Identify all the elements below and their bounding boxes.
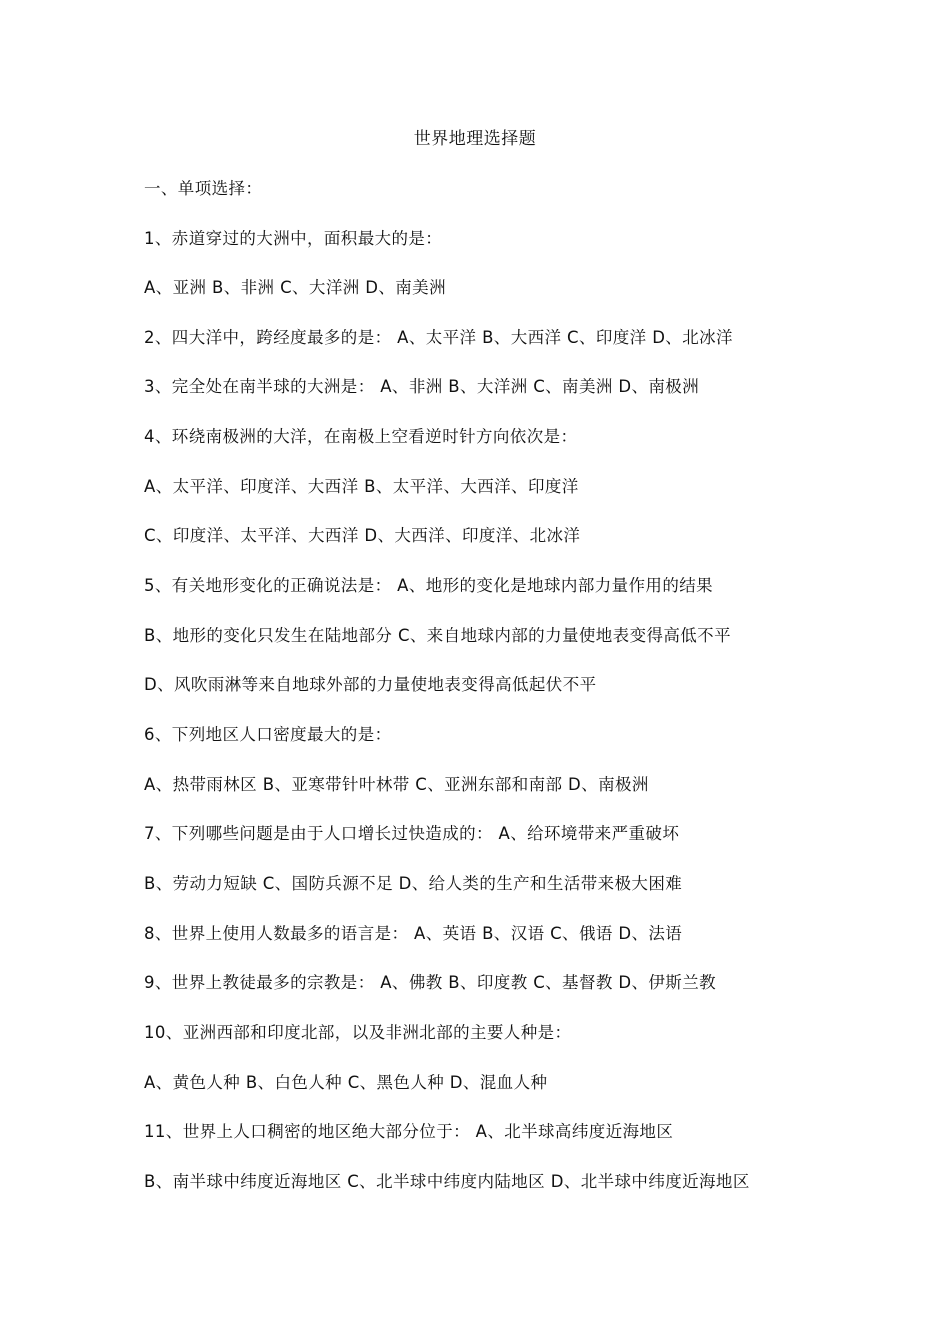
question-2: 2、四大洋中，跨经度最多的是： A、太平洋 B、大西洋 C、印度洋 D、北冰洋 — [144, 328, 733, 347]
question-6-options: A、热带雨林区 B、亚寒带针叶林带 C、亚洲东部和南部 D、南极洲 — [144, 775, 649, 794]
section-heading: 一、单项选择： — [144, 179, 263, 198]
question-11: 11、世界上人口稠密的地区绝大部分位于： A、北半球高纬度近海地区 — [144, 1122, 674, 1141]
question-10-options: A、黄色人种 B、白色人种 C、黑色人种 D、混血人种 — [144, 1073, 548, 1092]
question-9: 9、世界上教徒最多的宗教是： A、佛教 B、印度教 C、基督教 D、伊斯兰教 — [144, 973, 717, 992]
question-7-options: B、劳动力短缺 C、国防兵源不足 D、给人类的生产和生活带来极大困难 — [144, 874, 683, 893]
question-5-options-bc: B、地形的变化只发生在陆地部分 C、来自地球内部的力量使地表变得高低不平 — [144, 626, 731, 645]
question-1: 1、赤道穿过的大洲中，面积最大的是： — [144, 229, 443, 248]
question-5: 5、有关地形变化的正确说法是： A、地形的变化是地球内部力量作用的结果 — [144, 576, 714, 595]
question-3: 3、完全处在南半球的大洲是： A、非洲 B、大洋洲 C、南美洲 D、南极洲 — [144, 377, 700, 396]
question-4: 4、环绕南极洲的大洋，在南极上空看逆时针方向依次是： — [144, 427, 578, 446]
page-title: 世界地理选择题 — [413, 129, 537, 149]
question-4-options-ab: A、太平洋、印度洋、大西洋 B、太平洋、大西洋、印度洋 — [144, 477, 579, 496]
question-1-options: A、亚洲 B、非洲 C、大洋洲 D、南美洲 — [144, 278, 446, 297]
question-4-options-cd: C、印度洋、太平洋、大西洋 D、大西洋、印度洋、北冰洋 — [144, 526, 581, 545]
question-10: 10、亚洲西部和印度北部，以及非洲北部的主要人种是： — [144, 1023, 572, 1042]
question-6: 6、下列地区人口密度最大的是： — [144, 725, 392, 744]
question-11-options: B、南半球中纬度近海地区 C、北半球中纬度内陆地区 D、北半球中纬度近海地区 — [144, 1172, 750, 1191]
question-7: 7、下列哪些问题是由于人口增长过快造成的： A、给环境带来严重破坏 — [144, 824, 680, 843]
question-5-option-d: D、风吹雨淋等来自地球外部的力量使地表变得高低起伏不平 — [144, 675, 597, 694]
question-8: 8、世界上使用人数最多的语言是： A、英语 B、汉语 C、俄语 D、法语 — [144, 924, 683, 943]
